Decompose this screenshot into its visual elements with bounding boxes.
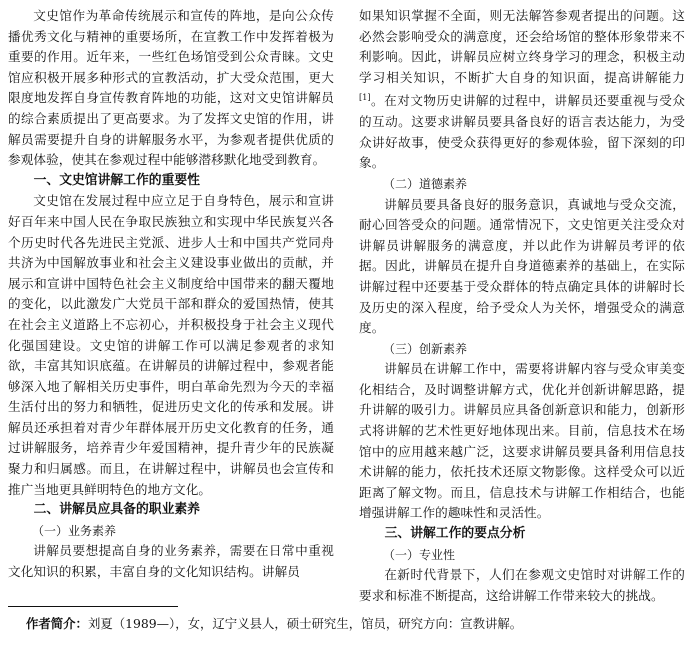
subsection-moral-paragraph: 讲解员要具备良好的服务意识，真诚地与受众交流，耐心回答受众的问题。通常情况下，文史馆更关注受众对讲解员讲解服务的满意度，并以此作为讲解员考评的依据。因此，讲解员在提升自身道德素养的基础上，在实际讲解过程中还要基于受众群体的特点确定具体的讲解时长及历史的深入程度，给予受众人为关怀，增强受众的满意度。 (359, 196, 685, 336)
author-footnote-text: 刘夏（1989—），女，辽宁义县人，硕士研究生，馆员，研究方向：宣教讲解。 (87, 616, 523, 631)
intro-paragraph: 文史馆作为革命传统展示和宣传的阵地，是向公众传播优秀文化与精神的重要场所，在宣教工作中发挥着极为重要的作用。近年来，一些红色场馆受到公众青睐。文史馆应积极开展多种形式的宣教活动，扩大受众范围，更大限度地发挥自身宣传教育阵地的功能，这对文史馆讲解员的综合素质提出了更高要求。为了发挥文史馆的作用，讲解员需要提升自身的讲解服务水平，为参观者提供优质的参观体验，使其在参观过程中能够潜移默化地受到教育。 (8, 8, 334, 168)
subsection-innovation-paragraph: 讲解员在讲解工作中，需要将讲解内容与受众审美变化相结合，及时调整讲解方式，优化并创新讲解思路，提升讲解的吸引力。讲解员应具备创新意识和能力，创新形式将讲解的艺术性更好地体现出来。目前，信息技术在场馆中的应用越来越广泛，这要求讲解员要具备利用信息技术讲解的能力，依托技术还原文物影像。这样受众可以近距离了解文物。而且，信息技术与讲解工作相结合，也能增强讲解工作的趣味性和灵活性。 (359, 361, 685, 521)
author-footnote-label: 作者简介： (26, 616, 88, 631)
author-footnote (26, 614, 686, 634)
citation-marker: [1] (359, 93, 371, 103)
subsection-professional-paragraph: 在新时代背景下，人们在参观文史馆时对讲解工作的要求和标准不断提高，这给讲解工作带来较大的挑战。 (359, 567, 685, 603)
section-1-heading: 一、文史馆讲解工作的重要性 (33, 172, 200, 188)
footnote-divider (8, 606, 178, 607)
section-2-heading: 二、讲解员应具备的职业素养 (33, 502, 200, 518)
subsection-business-paragraph: 讲解员要想提高自身的业务素养，需要在日常中重视文化知识的积累，丰富自身的文化知识结构。讲解员 (8, 543, 334, 580)
right-column (359, 6, 685, 606)
left-column (8, 6, 334, 583)
section-3-heading: 三、讲解工作的要点分析 (384, 526, 526, 542)
subsection-business-heading: （一）业务素养 (32, 523, 117, 538)
business-text-part-2: 。在对文物历史讲解的过程中，讲解员还要重视与受众的互动。这要求讲解员要具备良好的语言表达能力，为受众讲好故事，使受众获得更好的参观体验，留下深刻的印象。 (359, 93, 685, 171)
subsection-professional-heading: （一）专业性 (383, 547, 456, 562)
subsection-innovation-heading: （三）创新素养 (383, 341, 468, 356)
business-paragraph-continued (359, 6, 685, 174)
subsection-moral-heading: （二）道德素养 (383, 176, 468, 191)
business-text-part-1: 如果知识掌握不全面，则无法解答参观者提出的问题。这必然会影响受众的满意度，还会给场馆的整体形象带来不利影响。因此，讲解员应树立终身学习的理念，积极主动学习相关知识，不断扩大自身的知识面，提高讲解能力 (359, 8, 685, 85)
section-1-paragraph: 文史馆在发展过程中应立足于自身特色，展示和宣讲好百年来中国人民在争取民族独立和实现中华民族复兴各个历史时代各先进民主党派、进步人士和中国共产党同舟共济为中国解放事业和社会主义建设事业做出的贡献，并展示和宣讲中国特色社会主义制度给中国带来的翻天覆地的变化，以此激发广大党员干部和群众的爱国热情，使其在社会主义道路上不忘初心，并积极投身于社会主义现代化强国建设。文史馆的讲解工作可以满足参观者的求知欲，丰富其知识底蕴。在讲解员的讲解过程中，参观者能够深入地了解相关历史事件，明白革命先烈为今天的幸福生活付出的努力和牺牲，促进历史文化的传承和发展。讲解员还承担着对青少年群体展开历史文化教育的任务，通过讲解服务，培养青少年爱国精神，提升青少年的民族凝聚力和归属感。而且，在讲解过程中，讲解员也会宣传和推广当地更具鲜明特色的地方文化。 (8, 193, 334, 497)
